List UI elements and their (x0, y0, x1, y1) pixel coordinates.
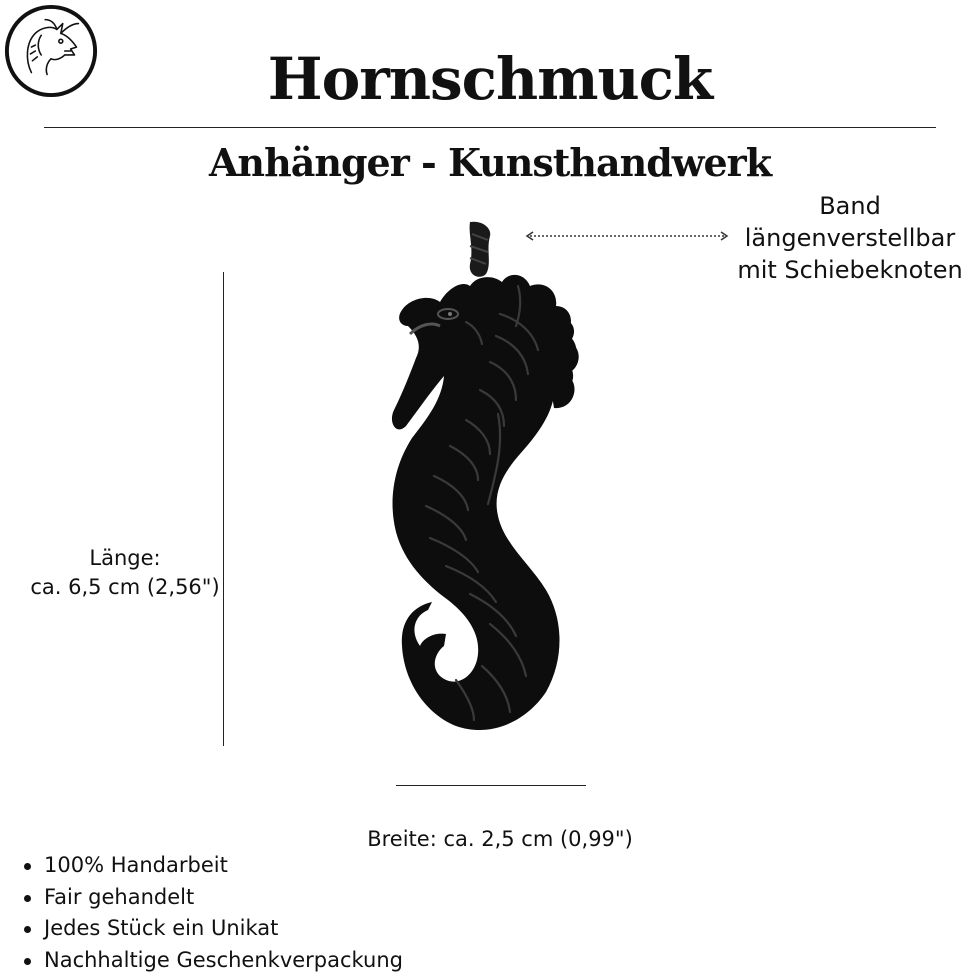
title-divider (44, 127, 936, 128)
page-title: Hornschmuck (267, 45, 713, 113)
band-note-line: Band (819, 192, 881, 220)
length-label (20, 544, 230, 602)
width-dimension-line (396, 785, 586, 786)
length-dimension-line (223, 272, 224, 746)
seahorse-pendant-image (370, 214, 610, 774)
feature-item: Jedes Stück ein Unikat (22, 913, 403, 945)
feature-item: Nachhaltige Geschenkverpackung (22, 945, 403, 977)
length-label-value: ca. 6,5 cm (2,56") (30, 575, 220, 599)
feature-item: Fair gehandelt (22, 882, 403, 914)
band-note-line: längenverstellbar (744, 224, 956, 252)
feature-item: 100% Handarbeit (22, 850, 403, 882)
band-note-line: mit Schiebeknoten (737, 256, 963, 284)
feature-list (22, 850, 403, 976)
band-note (720, 190, 980, 286)
length-label-title: Länge: (89, 546, 161, 570)
width-label: Breite: ca. 2,5 cm (0,99") (367, 827, 633, 851)
page-subtitle: Anhänger - Kunsthandwerk (208, 140, 772, 185)
